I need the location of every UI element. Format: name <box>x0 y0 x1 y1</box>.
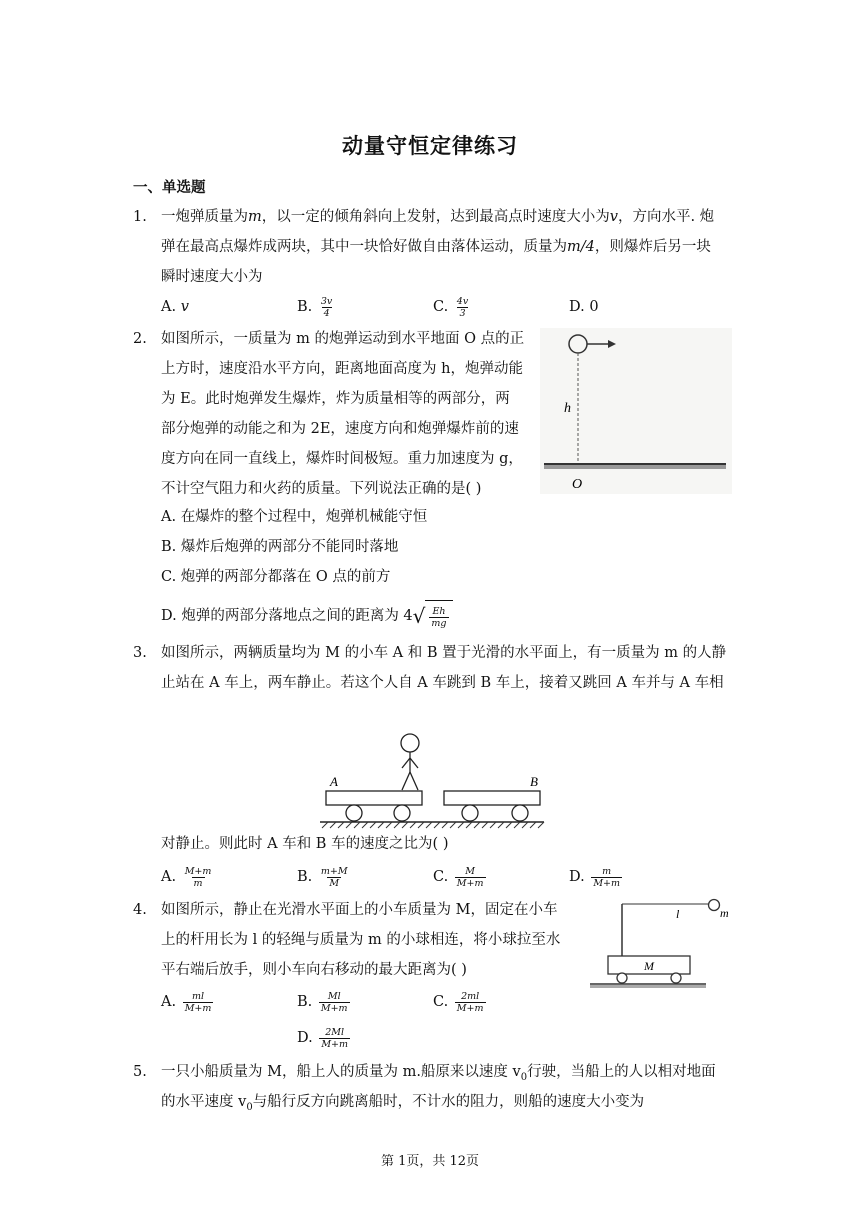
cart-b-wheel <box>512 805 528 821</box>
q4-option-c[interactable] <box>433 987 488 1017</box>
option-label: A. <box>161 869 177 885</box>
q4-option-a[interactable] <box>161 987 215 1017</box>
question-3-line-3: 对静止。则此时 A 车和 B 车的速度之比为( ) <box>161 836 449 852</box>
fraction-denominator: 4 <box>323 307 330 319</box>
option-label: C. <box>433 869 449 885</box>
fraction-numerator: ml <box>192 990 205 1002</box>
fraction <box>319 991 350 1014</box>
page-title: 动量守恒定律练习 <box>342 134 518 158</box>
fraction-numerator: M <box>465 865 476 877</box>
option-text: 0 <box>589 299 599 315</box>
height-label: h <box>564 401 571 416</box>
fraction <box>183 866 214 889</box>
question-4-line-2: 上的杆用长为 l 的轻绳与质量为 m 的小球相连，将小球拉至水 <box>161 932 561 948</box>
question-5-line-2 <box>161 1087 644 1123</box>
fraction <box>455 296 470 319</box>
fraction-numerator: 2Ml <box>325 1026 345 1038</box>
question-2-line-4: 部分炮弹的动能之和为 2E，速度方向和炮弹爆炸前的速 <box>161 421 519 437</box>
option-label: A. <box>161 299 177 315</box>
person-arm <box>410 758 418 768</box>
q2-option-a[interactable] <box>161 502 427 532</box>
ground-hatch <box>322 822 544 828</box>
fraction-denominator: M+m <box>456 877 484 889</box>
cart-b-body <box>444 791 540 805</box>
question-4-line-1: 如图所示，静止在光滑水平面上的小车质量为 M，固定在小车 <box>161 902 558 918</box>
q2-option-c[interactable] <box>161 562 390 592</box>
question-5-number: 5. <box>133 1064 147 1080</box>
question-3-line-2: 止站在 A 车上，两车静止。若这个人自 A 车跳到 B 车上，接着又跳回 A 车并与 A 车相 <box>161 675 724 691</box>
option-text: 炮弹的两部分落地点之间的距离为 4 <box>181 608 413 624</box>
page-footer: 第 1页，共 12页 <box>380 1154 480 1169</box>
fraction-numerator: M+m <box>184 865 212 877</box>
fraction-numerator: Ml <box>327 990 341 1002</box>
q5-text: 与船行反方向跳离船时，不计水的阻力，则船的速度大小变为 <box>252 1094 645 1110</box>
q1-var-m4: m/4 <box>567 239 595 255</box>
fraction-denominator: M+m <box>456 1002 484 1014</box>
person-arm <box>402 758 410 768</box>
length-label: l <box>676 907 680 921</box>
cart-a-body <box>326 791 422 805</box>
ball-mass-label: m <box>720 906 729 920</box>
cart-a-wheel <box>394 805 410 821</box>
q5-text: 行驶，当船上的人以相对地面 <box>527 1064 716 1080</box>
q1-option-c[interactable] <box>433 292 472 322</box>
person-leg <box>402 772 410 790</box>
q1-var-v: v <box>609 209 618 225</box>
square-root <box>413 600 453 632</box>
fraction-numerator: m <box>602 865 612 877</box>
fraction <box>591 866 622 889</box>
cart-b-label: B <box>530 774 538 789</box>
radical-icon: √ <box>412 604 426 628</box>
ball <box>709 900 720 911</box>
question-2-number: 2. <box>133 331 147 347</box>
fraction-denominator: M+m <box>184 1002 212 1014</box>
cart-mass-label: M <box>644 959 654 973</box>
q5-text: 的水平速度 v <box>161 1094 247 1110</box>
fraction-denominator: M+m <box>321 1038 349 1050</box>
q1-text: ，以一定的倾角斜向上发射，达到最高点时速度大小为 <box>261 209 610 225</box>
option-label: C. <box>433 994 449 1010</box>
fraction <box>319 296 334 319</box>
question-2-line-3: 为 E。此时炮弹发生爆炸，炸为质量相等的两部分，两 <box>161 391 510 407</box>
q1-text: ，则爆炸后另一块 <box>594 239 711 255</box>
fraction-denominator: M+m <box>320 1002 348 1014</box>
option-label: C. <box>161 569 177 585</box>
fraction <box>319 1027 350 1050</box>
fraction-denominator: M <box>329 877 340 889</box>
fraction <box>183 991 214 1014</box>
option-text: v <box>180 299 189 315</box>
option-label: B. <box>297 299 313 315</box>
q1-text: ，方向水平. 炮 <box>617 209 715 225</box>
q3-option-c[interactable] <box>433 862 488 892</box>
person-head <box>401 734 419 752</box>
ground-hatch <box>590 985 706 988</box>
q3-option-b[interactable] <box>297 862 352 892</box>
q3-figure <box>316 730 548 830</box>
fraction-denominator: mg <box>431 617 447 629</box>
option-text: 爆炸后炮弹的两部分不能同时落地 <box>180 539 399 555</box>
question-2-line-2: 上方时，速度沿水平方向，距离地面高度为 h，炮弹动能 <box>161 361 523 377</box>
option-label: D. <box>569 299 585 315</box>
q2-option-d[interactable] <box>161 600 453 632</box>
question-2-line-6: 不计空气阻力和火药的质量。下列说法正确的是( ) <box>161 481 482 497</box>
subscript: 0 <box>246 1101 253 1113</box>
fraction-denominator: m <box>193 877 203 889</box>
q3-option-a[interactable] <box>161 862 215 892</box>
question-2-line-1: 如图所示，一质量为 m 的炮弹运动到水平地面 O 点的正 <box>161 331 525 347</box>
fraction <box>429 606 448 629</box>
option-label: C. <box>433 299 449 315</box>
q2-option-b[interactable] <box>161 532 398 562</box>
option-label: D. <box>297 1030 313 1046</box>
question-1-number: 1. <box>133 209 147 225</box>
cart-wheel <box>617 973 627 983</box>
question-2-line-5: 度方向在同一直线上，爆炸时间极短。重力加速度为 g， <box>161 451 523 467</box>
fraction-numerator: Eh <box>432 605 446 617</box>
option-label: A. <box>161 509 177 525</box>
fraction-denominator: 3 <box>459 307 466 319</box>
fraction <box>319 866 350 889</box>
subscript: 0 <box>520 1071 528 1083</box>
question-4-number: 4. <box>133 902 147 918</box>
person-leg <box>410 772 418 790</box>
option-label: D. <box>569 869 585 885</box>
q1-option-a[interactable] <box>161 292 189 322</box>
q4-option-d[interactable] <box>297 1023 352 1053</box>
section-heading: 一、单选题 <box>133 180 206 196</box>
fraction-denominator: M+m <box>593 877 621 889</box>
question-4-line-3: 平右端后放手，则小车向右移动的最大距离为( ) <box>161 962 467 978</box>
fraction <box>455 991 486 1014</box>
cart-a-wheel <box>346 805 362 821</box>
option-text: 在爆炸的整个过程中，炮弹机械能守恒 <box>180 509 428 525</box>
fraction-numerator: m+M <box>320 865 348 877</box>
question-1-line-2 <box>161 232 711 262</box>
q1-var-m: m <box>248 209 262 225</box>
q1-text: 弹在最高点爆炸成两块，其中一块恰好做自由落体运动，质量为 <box>161 239 567 255</box>
fraction-numerator: 3v <box>320 295 333 307</box>
option-label: B. <box>161 539 177 555</box>
option-label: A. <box>161 994 177 1010</box>
fraction <box>455 866 486 889</box>
cart-a-label: A <box>330 774 338 789</box>
q4-option-b[interactable] <box>297 987 352 1017</box>
question-1-line-1 <box>161 202 714 232</box>
q2-figure <box>540 328 732 494</box>
q3-option-d[interactable] <box>569 862 624 892</box>
option-label: D. <box>161 608 177 624</box>
q1-option-d[interactable] <box>569 292 599 322</box>
q4-figure <box>586 896 736 992</box>
ground-hatch <box>544 465 726 469</box>
question-3-line-1: 如图所示，两辆质量均为 M 的小车 A 和 B 置于光滑的水平面上，有一质量为 m 的人静 <box>161 645 727 661</box>
cart-wheel <box>671 973 681 983</box>
question-1-line-3: 瞬时速度大小为 <box>161 269 263 285</box>
q1-text: 一炮弹质量为 <box>161 209 248 225</box>
cart-b-wheel <box>462 805 478 821</box>
origin-label: O <box>572 477 583 492</box>
option-text: 炮弹的两部分都落在 O 点的前方 <box>180 569 391 585</box>
fraction-numerator: 2ml <box>461 990 480 1002</box>
q1-option-b[interactable] <box>297 292 336 322</box>
question-3-number: 3. <box>133 645 147 661</box>
fraction-numerator: 4v <box>456 295 469 307</box>
option-label: B. <box>297 869 313 885</box>
q5-text: 一只小船质量为 M，船上人的质量为 m.船原来以速度 v <box>161 1064 521 1080</box>
option-label: B. <box>297 994 313 1010</box>
